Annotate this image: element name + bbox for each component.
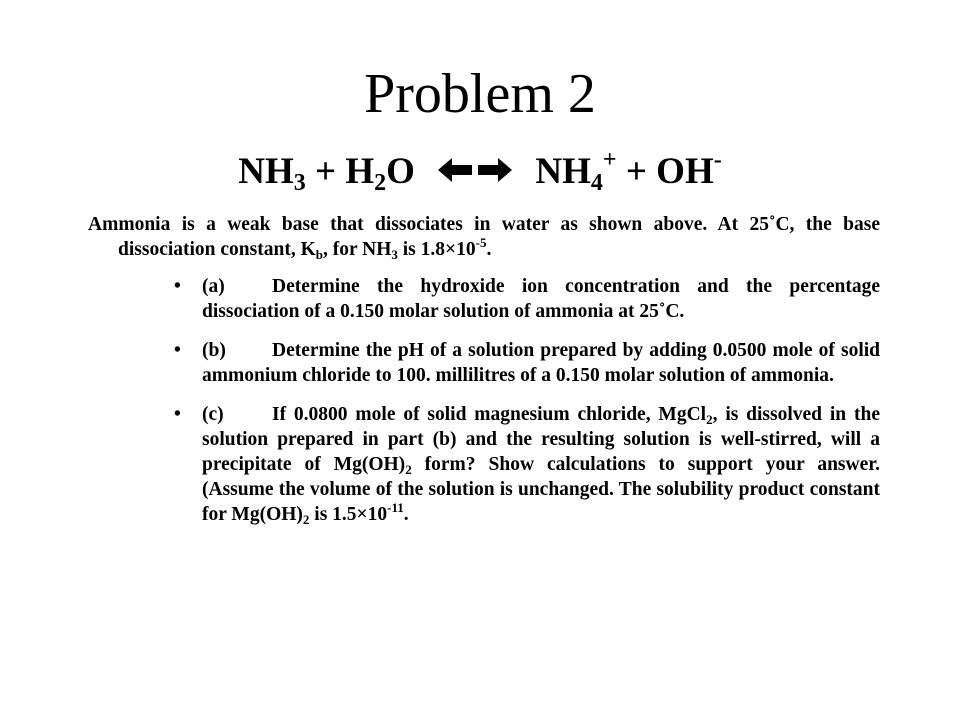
intro-paragraph: Ammonia is a weak base that dissociates in water as shown above. At 25˚C, the base dissociation constant, $K_b$, for $NH_3$ is $1.8\times 10^{-5}$. (88, 214, 880, 262)
part-label: (a) (202, 276, 225, 297)
chemical-equation: $NH_3 + H_2O$ $NH_4^+ + OH^-$ (238, 147, 722, 196)
bullet-icon: • (174, 340, 181, 361)
equilibrium-arrows-icon (436, 155, 514, 185)
part-b: • (b) Determine the pH of a solution prepared by adding 0.0500 mole of solid ammonium chloride to 100. millilitres of a 0.150 molar solution of ammonia. (174, 340, 880, 386)
eq-nh3: $NH_3$ (238, 151, 306, 196)
eq-plus-water: + H (305, 151, 375, 192)
eq-nh4: $NH_4^+$ (535, 147, 617, 196)
part-a: • (a) Determine the hydroxide ion concentration and the percentage dissociation of a 0.150 molar solution of ammonia at 25˚C. (174, 276, 880, 322)
part-label: (b) (202, 340, 226, 361)
question-parts (174, 274, 880, 541)
slide-title: Problem 2 (364, 63, 596, 125)
part-c: • (c) If 0.0800 mole of solid magnesium chloride, MgCl$_2$, is dissolved in the solution prepared in part (b) and the resulting solution is well-stirred, will a precipitate of $Mg(OH)_2$ form? Show calculations to support your answer. (Assume the volume of the solution is unchanged. The solubility product constant for $Mg(OH)_2$ is $1.5\times 10^{-11}$. (174, 404, 880, 527)
bullet-icon: • (174, 276, 181, 297)
eq-plus-hydroxide: + OH (616, 151, 714, 192)
bullet-icon: • (174, 404, 181, 425)
part-label: (c) (202, 404, 224, 425)
